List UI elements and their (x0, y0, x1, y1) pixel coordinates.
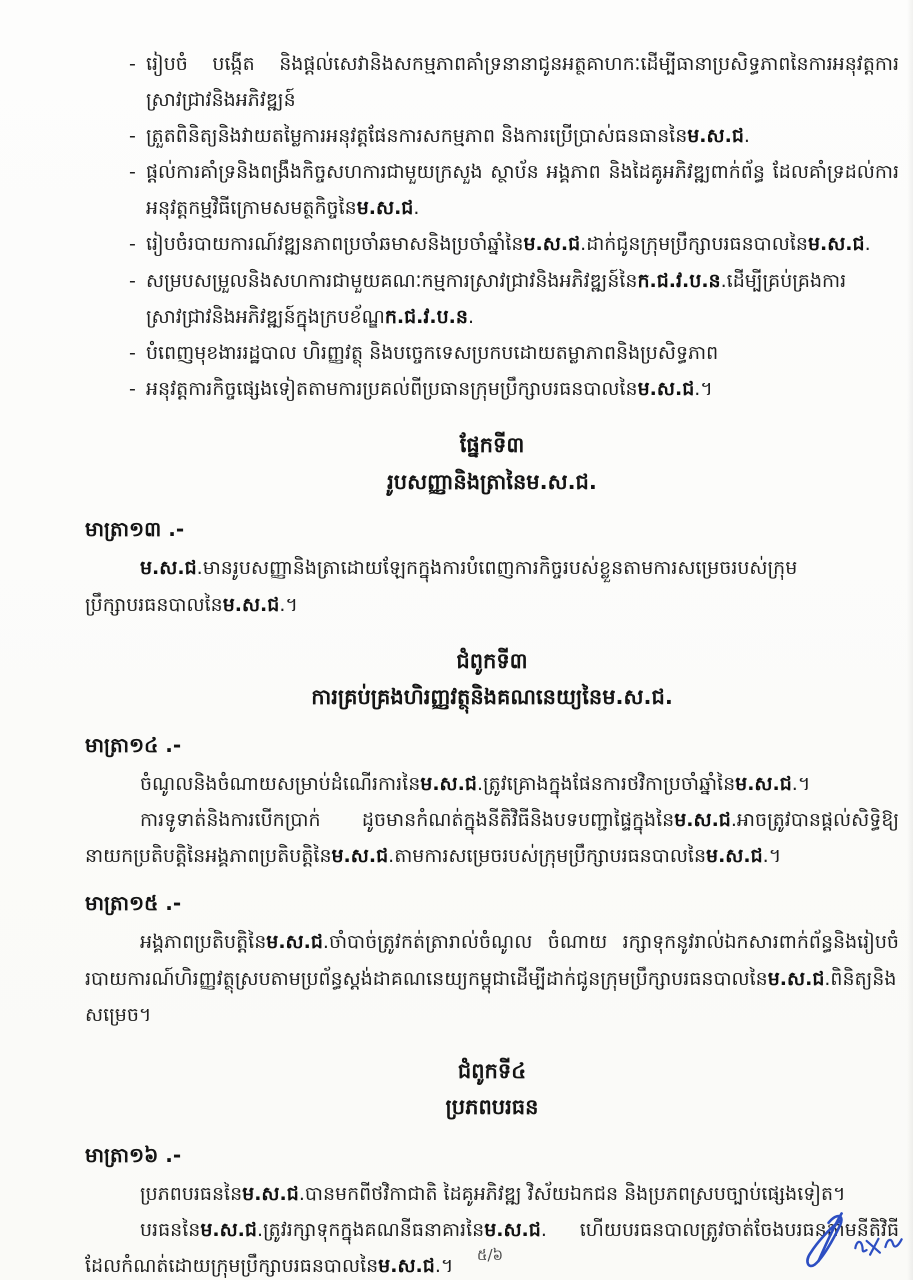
bullet-text: សម្របសម្រួលនិងសហការជាមួយគណៈកម្មការស្រាវជ្រាវនិងអភិវឌ្ឍន៍នៃក.ជ.វ.ប.ន.ដើម្បីគ្រប់គ្រងការស្រាវជ្រាវនិងអភិវឌ្ឍន៍ក្នុងក្របខ័ណ្ឌក.ជ.វ.ប.ន. (146, 269, 847, 328)
signature-ink-icon (793, 1202, 913, 1276)
bullet-dash: - (129, 53, 136, 75)
article-14-paragraph: ការទូទាត់និងការបើកប្រាក់ ដូចមានកំណត់ក្នុងនីតិវិធីនិងបទបញ្ជាផ្ទៃក្នុងនៃម.ស.ជ.អាចត្រូវបានផ្តល់សិទ្ធិឱ្យនាយកប្រតិបត្តិនៃអង្គភាពប្រតិបត្តិនៃម.ស.ជ.តាមការសម្រេចរបស់ក្រុមប្រឹក្សាបរធនបាលនៃម.ស.ជ.។ (85, 809, 899, 868)
section-3-title-heading: រូបសញ្ញានិងត្រានៃម.ស.ជ. (387, 469, 597, 494)
bullet-dash: - (129, 125, 136, 148)
chapter-4-number-heading: ជំពូកទី៤ (457, 1058, 527, 1083)
bullet-text: រៀបចំរបាយការណ៍វឌ្ឍនភាពប្រចាំឆមាសនិងប្រចាំឆ្នាំនៃម.ស.ជ.ដាក់ជូនក្រុមប្រឹក្សាបរធនបាលនៃម.ស.ជ. (146, 233, 871, 256)
chapter-3-title-heading: ការគ្រប់គ្រងហិរញ្ញវត្ថុនិងគណនេយ្យនៃម.ស.ជ. (311, 685, 673, 710)
handwritten-signature (793, 1202, 913, 1280)
bullet-dash: - (129, 161, 136, 184)
article-15-paragraph: អង្គភាពប្រតិបត្តិនៃម.ស.ជ.ចាំបាច់ត្រូវកត់ត្រារាល់ចំណូល ចំណាយ រក្សាទុកនូវរាល់ឯកសារពាក់ព័ន្ធនិងរៀបចំរបាយការណ៍ហិរញ្ញវត្ថុស្របតាមប្រព័ន្ធស្តង់ដាគណនេយ្យកម្ពុជាដើម្បីដាក់ជូនក្រុមប្រឹក្សាបរធនបាលនៃម.ស.ជ.ពិនិត្យនិងសម្រេច។ (85, 931, 899, 1026)
scan-edge-shadow (907, 0, 913, 1280)
article-14-paragraph: ចំណូលនិងចំណាយសម្រាប់ដំណើរការនៃម.ស.ជ.ត្រូវគ្រោងក្នុងផែនការថវិកាប្រចាំឆ្នាំនៃម.ស.ជ.។ (140, 773, 811, 796)
article-13-paragraph: ម.ស.ជ.មានរូបសញ្ញានិងត្រាដោយឡែកក្នុងការបំពេញការកិច្ចរបស់ខ្លួនតាមការសម្រេចរបស់ក្រុមប្រឹក្សាបរធនបាលនៃម.ស.ជ.។ (85, 557, 798, 616)
bullet-item (129, 46, 899, 118)
bullet-text: រៀបចំ បង្កើត និងផ្តល់សេវានិងសកម្មភាពគាំទ្រនានាជូនអត្ថគាហកៈដើម្បីធានាប្រសិទ្ធភាពនៃការអនុវត្តការស្រាវជ្រាវនិងអភិវឌ្ឍន៍ (146, 53, 899, 112)
article-14-heading: មាត្រា១៤ .- (85, 733, 182, 758)
bullet-text: ត្រួតពិនិត្យនិងវាយតម្លៃការអនុវត្តផែនការសកម្មភាព និងការប្រើប្រាស់ធនធាននៃម.ស.ជ. (146, 125, 750, 148)
bullet-dash: - (129, 377, 136, 400)
bullet-item (129, 226, 899, 262)
page-number: ៥/៦ (476, 1246, 504, 1264)
article-15-heading: មាត្រា១៥ .- (85, 891, 182, 916)
article-13-heading: មាត្រា១៣ .- (85, 517, 185, 542)
bullet-item (129, 263, 899, 335)
bullet-item (129, 154, 899, 226)
article-16-paragraph: បរធននៃម.ស.ជ.ត្រូវរក្សាទុកក្នុងគណនីធនាគារនៃម.ស.ជ. ហើយបរធនបាលត្រូវចាត់ចែងបរធនតាមនីតិវិធីដែលកំណត់ដោយក្រុមប្រឹក្សាបរធនបាលនៃម.ស.ជ.។ (85, 1219, 899, 1278)
bullet-dash: - (129, 269, 136, 292)
bullet-dash: - (129, 341, 136, 364)
chapter-4-title-heading: ប្រភពបរធន (445, 1095, 539, 1120)
chapter-3-number-heading: ជំពូកទី៣ (456, 648, 528, 673)
article-16-paragraph: ប្រភពបរធននៃម.ស.ជ.បានមកពីថវិកាជាតិ ដៃគូអភិវឌ្ឍ វិស័យឯកជន និងប្រភពស្របច្បាប់ផ្សេងទៀត។ (140, 1183, 846, 1206)
bullet-item (129, 118, 899, 154)
bullet-dash: - (129, 233, 136, 256)
article-16-heading: មាត្រា១៦ .- (85, 1143, 182, 1168)
bullet-text: អនុវត្តការកិច្ចផ្សេងទៀតតាមការប្រគល់ពីប្រធានក្រុមប្រឹក្សាបរធនបាលនៃម.ស.ជ.។ (146, 377, 713, 400)
section-3-number-heading: ផ្នែកទី៣ (459, 432, 525, 457)
bullet-item (129, 335, 899, 371)
bullet-text: ផ្តល់ការគាំទ្រនិងពង្រឹងកិច្ចសហការជាមួយក្រសួង ស្ថាប័ន អង្គភាព និងដៃគូអភិវឌ្ឍពាក់ព័ន្ធ ដែលគាំទ្រដល់ការអនុវត្តកម្មវិធីក្រោមសមត្ថកិច្ចនៃម.ស.ជ. (146, 161, 899, 220)
bullet-item (129, 371, 899, 407)
duty-bullet-list (129, 46, 899, 407)
bullet-text: បំពេញមុខងាររដ្ឋបាល ហិរញ្ញវត្ថុ និងបច្ចេកទេសប្រកបដោយតម្លាភាពនិងប្រសិទ្ធភាព (146, 341, 719, 364)
